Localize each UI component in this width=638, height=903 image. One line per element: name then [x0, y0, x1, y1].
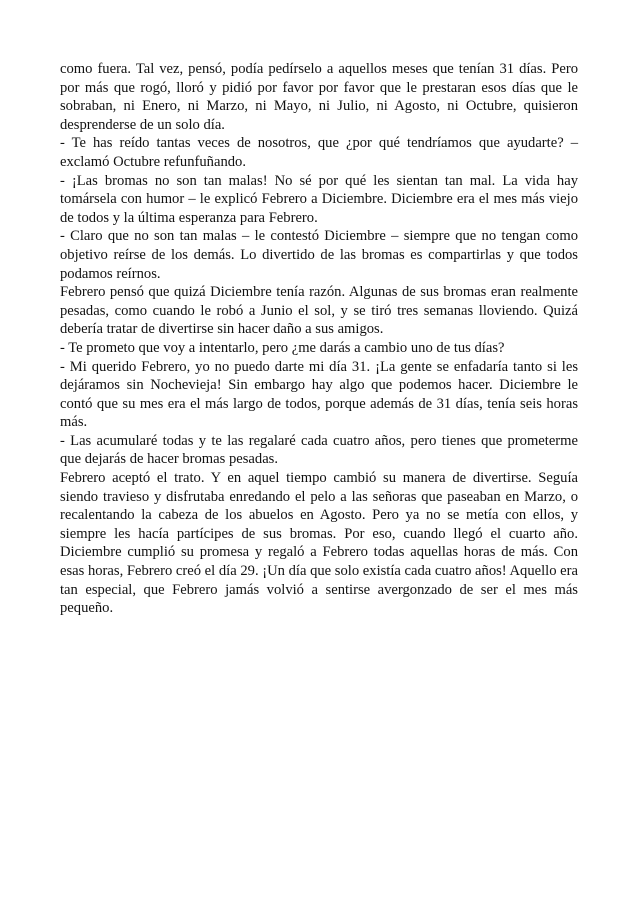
paragraph: - Te has reído tantas veces de nosotros, que ¿por qué tendríamos que ayudarte? – exclamó Octubre refunfuñando.	[60, 135, 578, 170]
paragraph: Febrero pensó que quizá Diciembre tenía razón. Algunas de sus bromas eran realmente pesadas, como cuando le robó a Junio el sol, y se tiró tres semanas lloviendo. Quizá debería tratar de divertirse sin hacer daño a sus amigos.	[60, 284, 578, 338]
paragraph: - Las acumularé todas y te las regalaré cada cuatro años, pero tienes que prometerme que dejarás de hacer bromas pesadas.	[60, 432, 578, 468]
paragraph: como fuera. Tal vez, pensó, podía pedírselo a aquellos meses que tenían 31 días. Pero por más que rogó, lloró y pidió por favor por favor que le prestaran esos días que le sobraban, ni Enero, ni Marzo, ni Mayo, ni Julio, ni Agosto, ni Octubre, quisieron desprenderse de un solo día.	[60, 61, 578, 133]
paragraph: - Te prometo que voy a intentarlo, pero ¿me darás a cambio uno de tus días?	[60, 339, 505, 356]
paragraph: Febrero aceptó el trato. Y en aquel tiempo cambió su manera de divertirse. Seguía siendo travieso y disfrutaba enredando el pelo a las señoras que paseaban en Marzo, o recalentando la cabeza de los abuelos en Agosto. Pero ya no se metía con ellos, y siempre les hacía partícipes de sus bromas. Por eso, cuando llegó el cuarto año. Diciembre cumplió su promesa y regaló a Febrero todas aquellas horas de más. Con esas horas, Febrero creó el día 29. ¡Un día que solo existía cada cuatro años! Aquello era tan especial, que Febrero jamás volvió a sentirse avergonzado de ser el mes más pequeño.	[60, 470, 578, 617]
paragraph: - Claro que no son tan malas – le contestó Diciembre – siempre que no tengan como objetivo reírse de los demás. Lo divertido de las bromas es compartirlas y que todos podamos reírnos.	[60, 228, 578, 282]
document-body	[60, 60, 578, 618]
paragraph: - Mi querido Febrero, yo no puedo darte mi día 31. ¡La gente se enfadaría tanto si les dejáramos sin Nochevieja! Sin embargo hay algo que podemos hacer. Diciembre le contó que su mes era el más largo de todos, porque además de 31 días, tenía seis horas más.	[60, 358, 578, 431]
paragraph: - ¡Las bromas no son tan malas! No sé por qué les sientan tan mal. La vida hay tomársela con humor – le explicó Febrero a Diciembre. Diciembre era el mes más viejo de todos y la última esperanza para Febrero.	[60, 172, 578, 226]
